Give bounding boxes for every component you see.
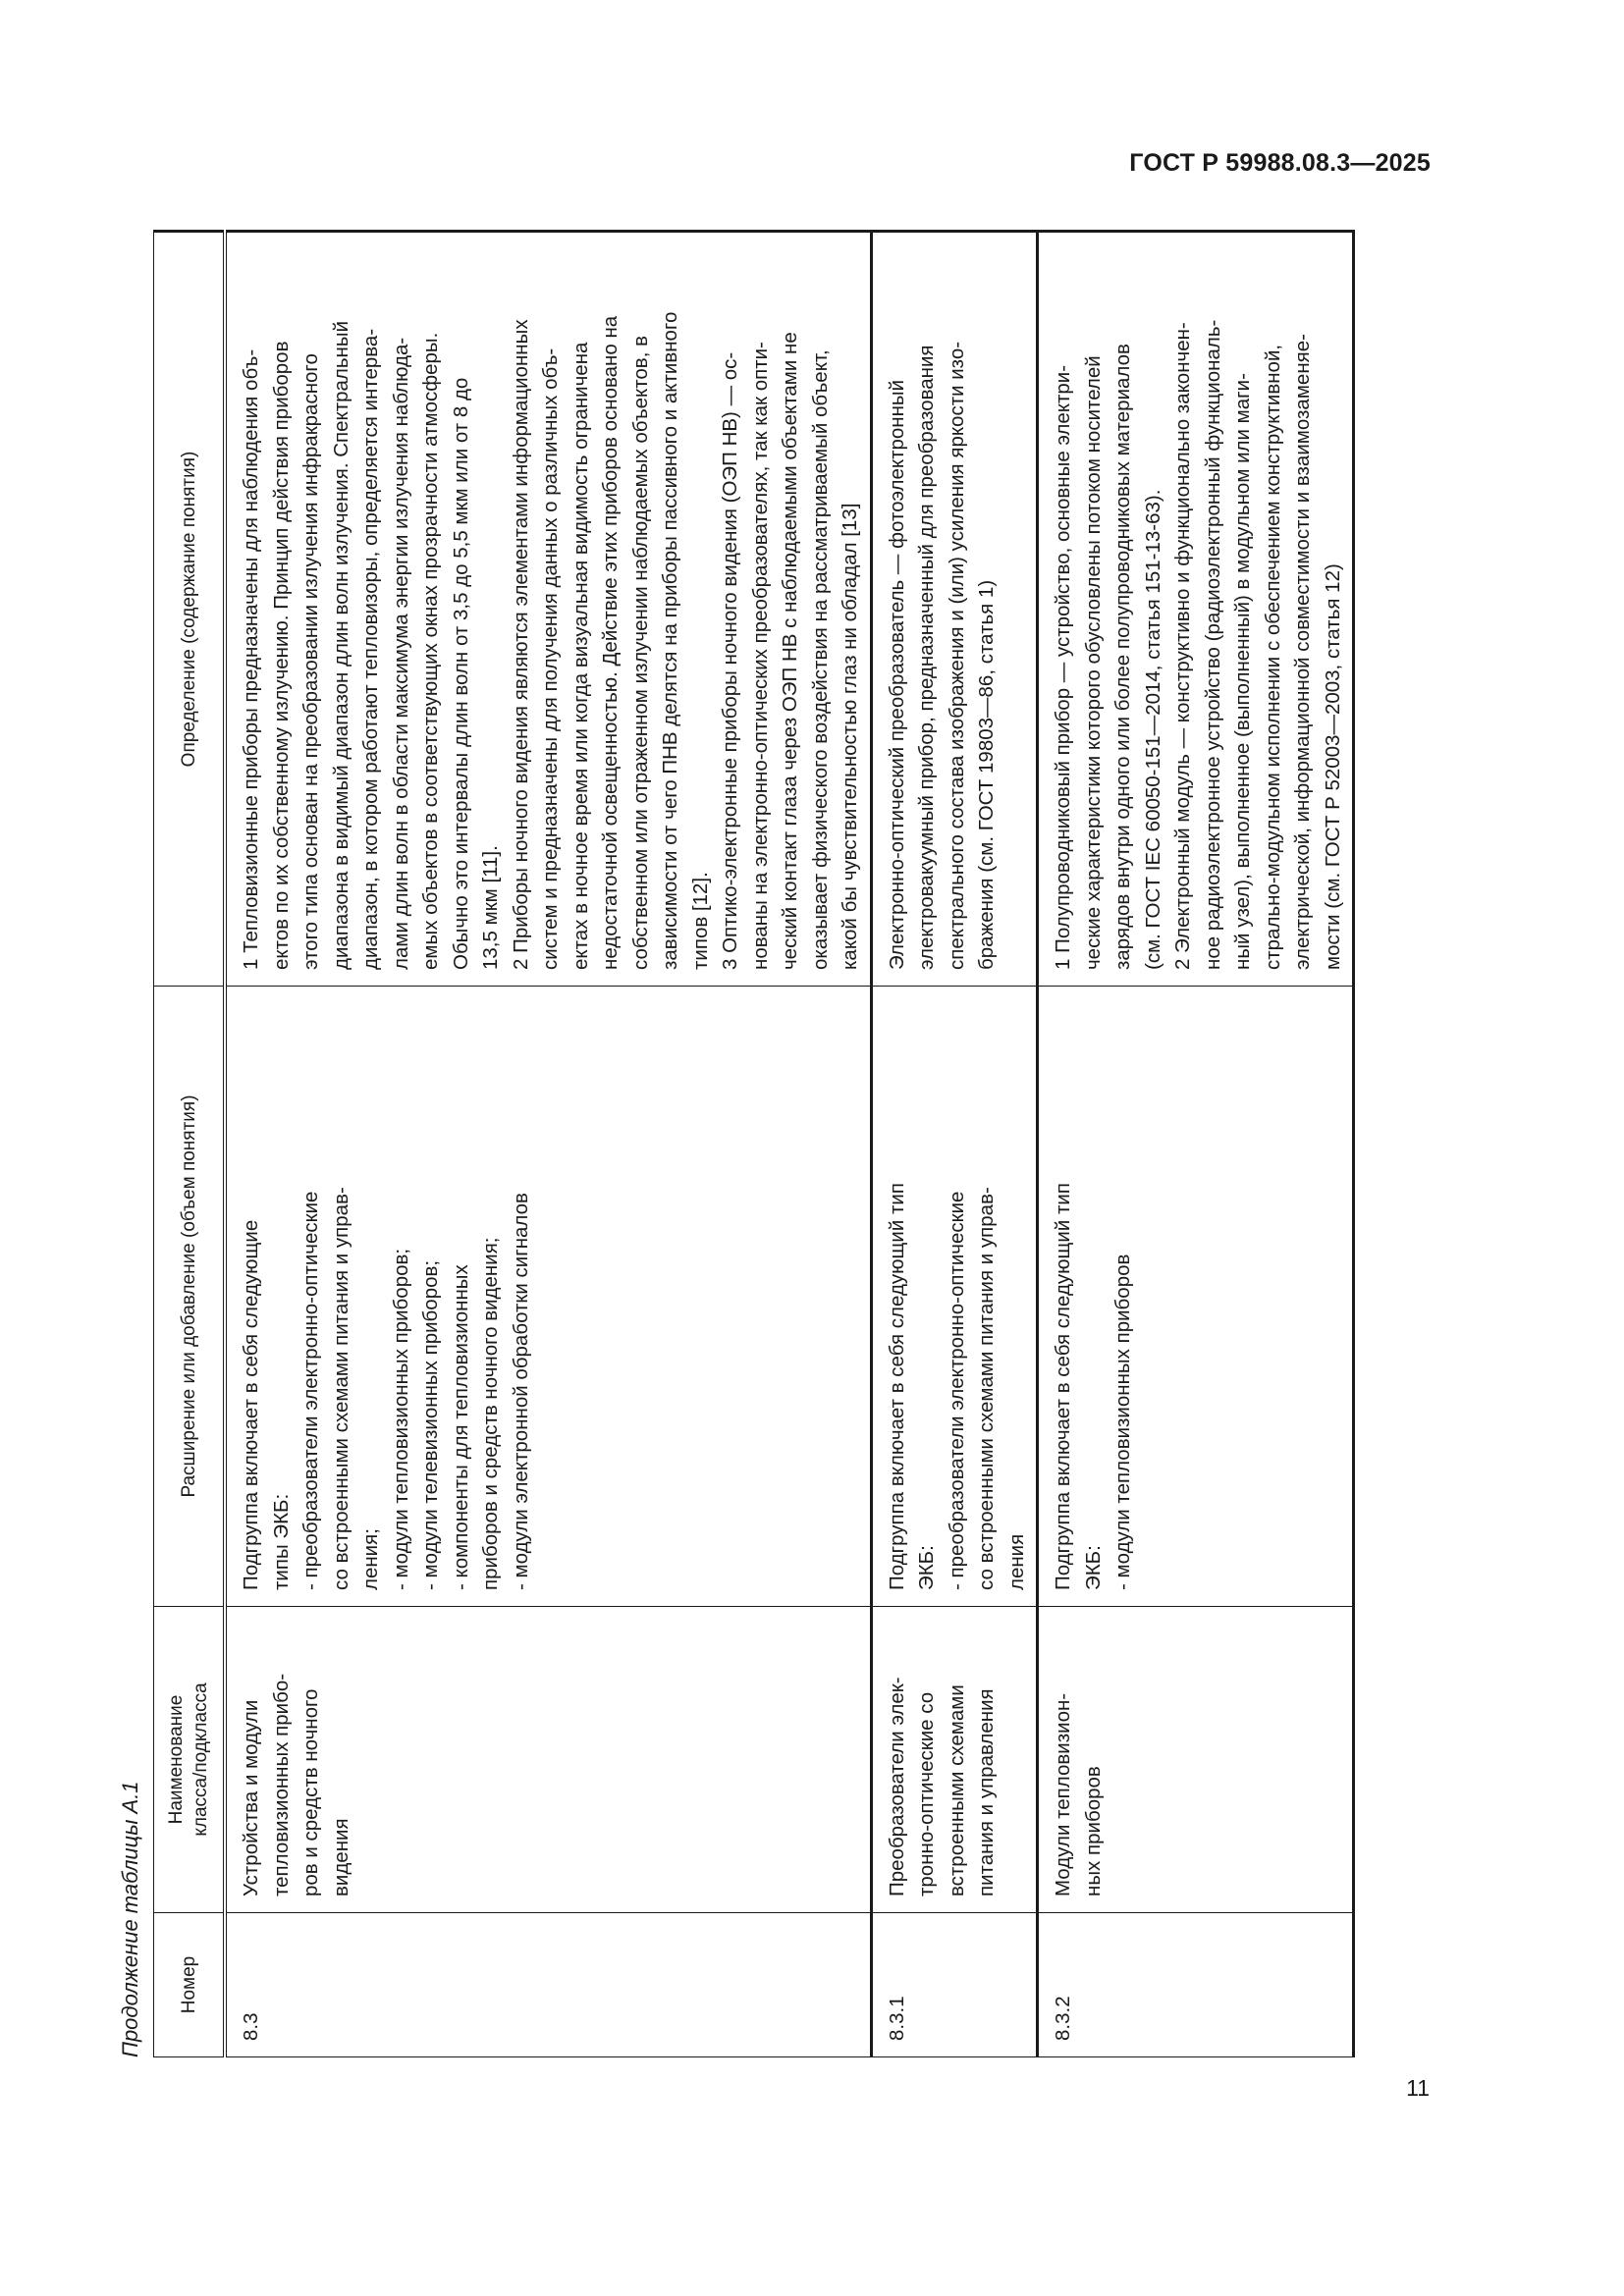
row-definition: 1 Тепловизионные приборы предназначены для наблюдения объ- ектов по их собственному излучению. Принцип действия приборов этого типа основан на преобразовании излучения инфракрасного диапазона в видимый диапазон длин волн излучения. Спектральный диапазон, в котором работают тепловизоры, определяется интерва- лами длин волн в области максимума энергии излучения наблюда- емых объектов в соответствующих окнах прозрачности атмосферы. Обычно это интервалы длин волн от 3,5 до 5,5 мкм или от 8 до 13,5 мкм [11]. 2 Приборы ночного видения являются элементами информационных систем и предназначены для получения данных о различных объ- ектах в ночное время или когда визуальная видимость ограничена недостаточной освещенностью. Действие этих приборов основано на собственном или отраженном излучении наблюдаемых объектов, в зависимости от чего ПНВ делятся на приборы пассивного и активного типов [12]. 3 Оптико-электронные приборы ночного видения (ОЭП НВ) — ос- нованы на электронно-оптических преобразователях, так как опти- ческий контакт глаза через ОЭП НВ с наблюдаемыми объектами не оказывает физического воздействия на рассматриваемый объект, какой бы чувствительностью глаз ни обладал [13] bbox=[225, 232, 871, 987]
row-number: 8.3.1 bbox=[871, 1913, 1038, 2057]
page-number: 11 bbox=[1406, 2075, 1430, 2101]
row-number: 8.3.2 bbox=[1038, 1913, 1354, 2057]
row-number: 8.3 bbox=[225, 1913, 871, 2057]
table-header-row bbox=[154, 232, 226, 2057]
row-extension: Подгруппа включает в себя следующие типы ЭКБ: - преобразователи электронно-оптические со встроенными схемами питания и управ- ления; - модули тепловизионных приборов; - модули телевизионных приборов; - компоненты для тепловизионных приборов и средств ночного видения; - модули электронной обработки сигналов bbox=[225, 987, 871, 1607]
document-standard-code: ГОСТ Р 59988.08.3—2025 bbox=[1129, 149, 1431, 177]
row-class-name: Преобразователи элек- тронно-оптические со встроенными схемами питания и управления bbox=[871, 1607, 1038, 1913]
table-row bbox=[225, 232, 871, 2057]
row-class-name: Модули тепловизион- ных приборов bbox=[1038, 1607, 1354, 1913]
header-class-name: Наименование класса/подкласса bbox=[154, 1607, 226, 1913]
rotated-table-block bbox=[108, 232, 1350, 2057]
classification-table bbox=[153, 230, 1355, 2057]
row-definition: Электронно-оптический преобразователь — фотоэлектронный электровакуумный прибор, предназначенный для преобразования спектрального состава изображения и (или) усиления яркости изо- бражения (см. ГОСТ 19803—86, статья 1) bbox=[871, 232, 1038, 987]
header-definition: Определение (содержание понятия) bbox=[154, 232, 226, 987]
table-row bbox=[1038, 232, 1354, 2057]
header-number: Номер bbox=[154, 1913, 226, 2057]
header-extension: Расширение или добавление (объем понятия) bbox=[154, 987, 226, 1607]
row-extension: Подгруппа включает в себя следующий тип ЭКБ: - преобразователи электронно-оптические со встроенными схемами питания и управ- ления bbox=[871, 987, 1038, 1607]
table-caption: Продолжение таблицы А.1 bbox=[118, 1781, 142, 2057]
row-definition: 1 Полупроводниковый прибор — устройство, основные электри- ческие характеристики которого обусловлены потоком носителей зарядов внутри одного или более полупроводниковых материалов (см. ГОСТ IEC 60050-151—2014, статья 151-13-63). 2 Электронный модуль — конструктивно и функционально закончен- ное радиоэлектронное устройство (радиоэлектронный функциональ- ный узел), выполненное (выполненный) в модульном или маги- стрально-модульном исполнении с обеспечением конструктивной, электрической, информационной совместимости и взаимозаменяе- мости (см. ГОСТ Р 52003—2003, статья 12) bbox=[1038, 232, 1354, 987]
row-class-name: Устройства и модули тепловизионных прибо- ров и средств ночного видения bbox=[225, 1607, 871, 1913]
table-row bbox=[871, 232, 1038, 2057]
row-extension: Подгруппа включает в себя следующий тип ЭКБ: - модули тепловизионных приборов bbox=[1038, 987, 1354, 1607]
